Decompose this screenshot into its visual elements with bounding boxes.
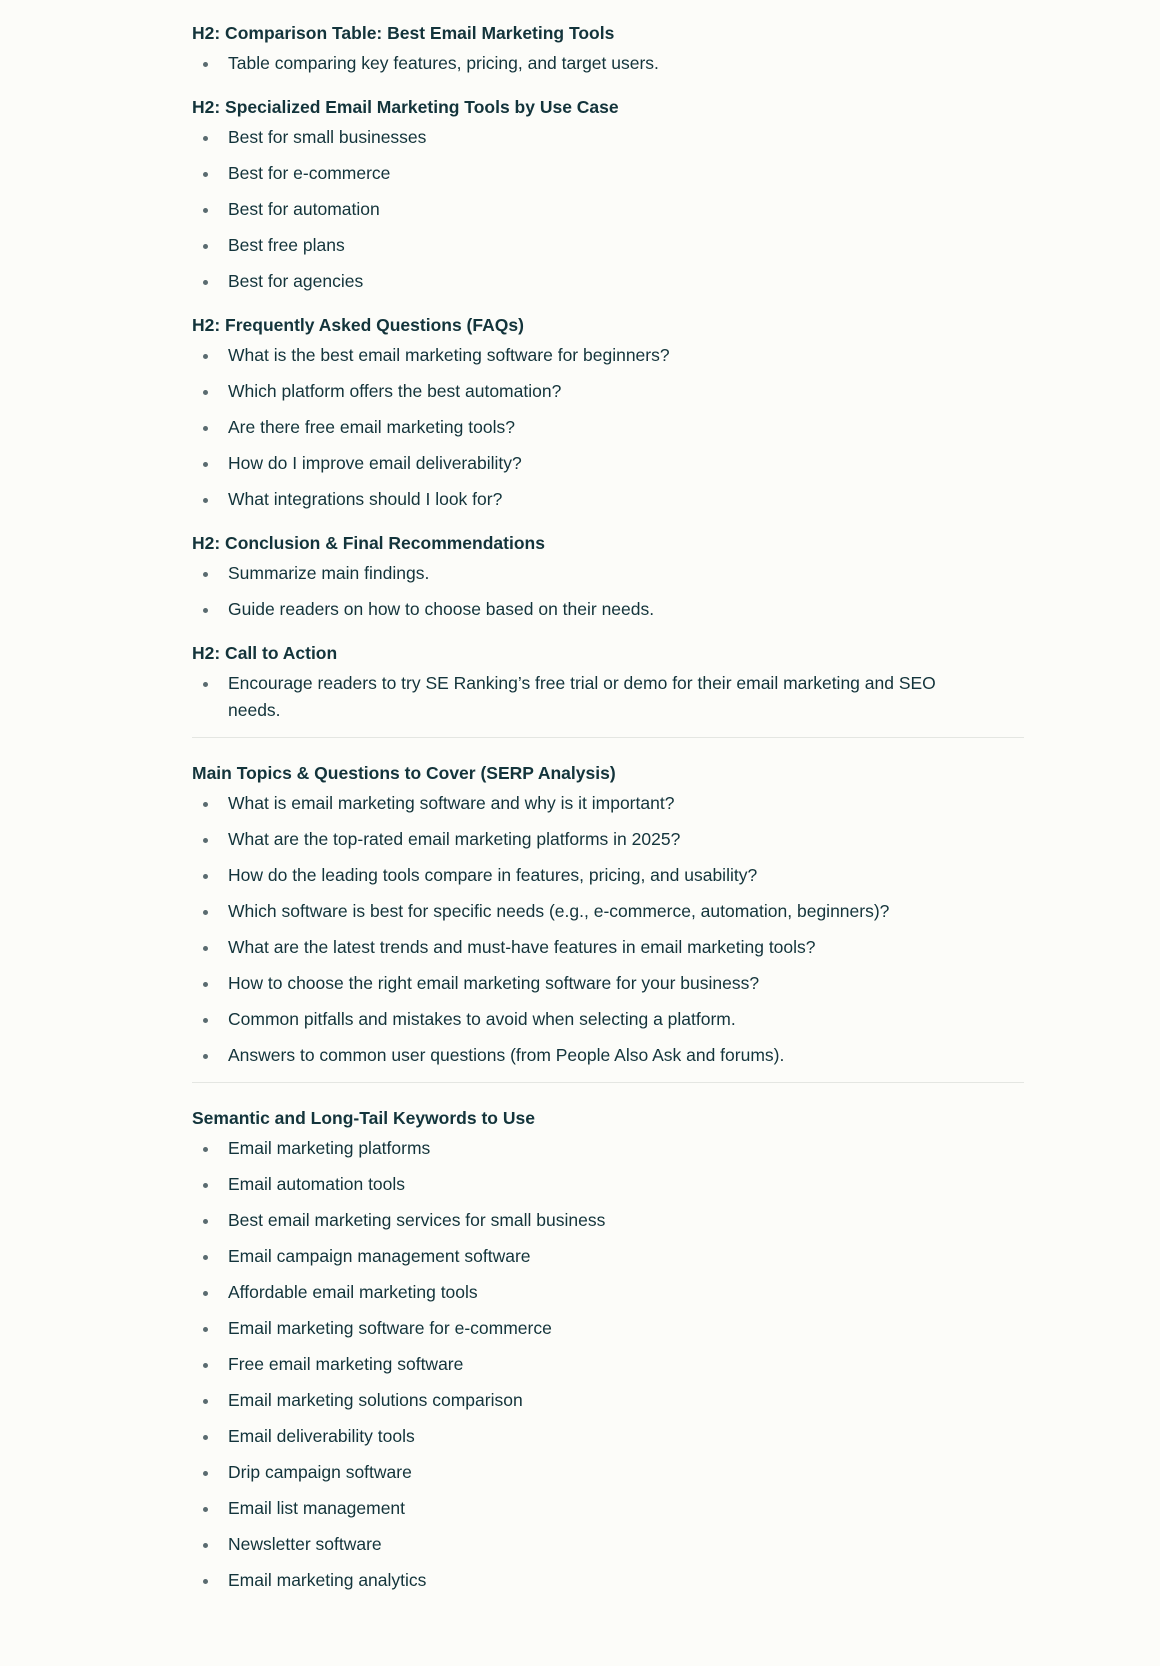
list-item: What are the latest trends and must-have features in email marketing tools?	[192, 934, 1024, 961]
section-heading-specialized-tools: H2: Specialized Email Marketing Tools by Use Case	[192, 97, 619, 117]
list-item: Email marketing software for e-commerce	[192, 1315, 1024, 1342]
bullet-icon	[203, 608, 208, 613]
bullet-icon	[203, 1471, 208, 1476]
bullet-icon	[203, 1363, 208, 1368]
bullet-icon	[203, 982, 208, 987]
bullet-list-specialized-tools	[192, 124, 1024, 295]
list-item: Are there free email marketing tools?	[192, 414, 1024, 441]
list-item: Guide readers on how to choose based on their needs.	[192, 596, 1024, 623]
bullet-icon	[203, 1507, 208, 1512]
list-item: Email marketing platforms	[192, 1135, 1024, 1162]
list-item: Best email marketing services for small business	[192, 1207, 1024, 1234]
bullet-icon	[203, 208, 208, 213]
bullet-icon	[203, 802, 208, 807]
list-item: Email marketing solutions comparison	[192, 1387, 1024, 1414]
list-item: Best for e-commerce	[192, 160, 1024, 187]
list-item: Free email marketing software	[192, 1351, 1024, 1378]
bullet-icon	[203, 910, 208, 915]
bullet-list-faqs	[192, 342, 1024, 513]
list-item: How do I improve email deliverability?	[192, 450, 1024, 477]
list-item: Affordable email marketing tools	[192, 1279, 1024, 1306]
list-item: Drip campaign software	[192, 1459, 1024, 1486]
bullet-list-call-to-action	[192, 670, 1024, 724]
list-item: What are the top-rated email marketing platforms in 2025?	[192, 826, 1024, 853]
section-heading-call-to-action: H2: Call to Action	[192, 643, 338, 663]
bullet-icon	[203, 426, 208, 431]
list-item: Table comparing key features, pricing, and target users.	[192, 50, 1024, 77]
list-item: Common pitfalls and mistakes to avoid when selecting a platform.	[192, 1006, 1024, 1033]
bullet-icon	[203, 682, 208, 687]
list-item: Best for automation	[192, 196, 1024, 223]
list-item: Summarize main findings.	[192, 560, 1024, 587]
list-item: Email campaign management software	[192, 1243, 1024, 1270]
bullet-icon	[203, 1183, 208, 1188]
bullet-icon	[203, 390, 208, 395]
section-heading-main-topics: Main Topics & Questions to Cover (SERP Analysis)	[192, 763, 616, 783]
bullet-icon	[203, 462, 208, 467]
list-item: Newsletter software	[192, 1531, 1024, 1558]
bullet-icon	[203, 1543, 208, 1548]
bullet-icon	[203, 1018, 208, 1023]
list-item: Best for agencies	[192, 268, 1024, 295]
bullet-list-main-topics	[192, 790, 1024, 1069]
bullet-icon	[203, 62, 208, 67]
bullet-icon	[203, 1435, 208, 1440]
bullet-icon	[203, 354, 208, 359]
list-item: Best for small businesses	[192, 124, 1024, 151]
list-item: Email list management	[192, 1495, 1024, 1522]
list-item: Email deliverability tools	[192, 1423, 1024, 1450]
list-item: How do the leading tools compare in features, pricing, and usability?	[192, 862, 1024, 889]
bullet-icon	[203, 136, 208, 141]
list-item: What integrations should I look for?	[192, 486, 1024, 513]
bullet-icon	[203, 244, 208, 249]
list-item: What is email marketing software and why is it important?	[192, 790, 1024, 817]
section-heading-faqs: H2: Frequently Asked Questions (FAQs)	[192, 315, 524, 335]
list-item: Email automation tools	[192, 1171, 1024, 1198]
bullet-list-conclusion	[192, 560, 1024, 623]
bullet-icon	[203, 498, 208, 503]
list-item: Which platform offers the best automation?	[192, 378, 1024, 405]
bullet-icon	[203, 1147, 208, 1152]
section-divider	[192, 1082, 1024, 1083]
list-item: Which software is best for specific needs (e.g., e-commerce, automation, beginners)?	[192, 898, 1024, 925]
bullet-icon	[203, 1054, 208, 1059]
list-item: Encourage readers to try SE Ranking’s free trial or demo for their email marketing and SEO needs.	[192, 670, 1024, 724]
bullet-icon	[203, 1291, 208, 1296]
bullet-icon	[203, 1399, 208, 1404]
section-divider	[192, 737, 1024, 738]
bullet-icon	[203, 1255, 208, 1260]
list-item: How to choose the right email marketing software for your business?	[192, 970, 1024, 997]
list-item: Best free plans	[192, 232, 1024, 259]
bullet-icon	[203, 280, 208, 285]
section-heading-conclusion: H2: Conclusion & Final Recommendations	[192, 533, 545, 553]
bullet-icon	[203, 1219, 208, 1224]
list-item: What is the best email marketing software for beginners?	[192, 342, 1024, 369]
bullet-icon	[203, 946, 208, 951]
bullet-list-comparison-table	[192, 50, 1024, 77]
bullet-icon	[203, 874, 208, 879]
section-heading-keywords: Semantic and Long-Tail Keywords to Use	[192, 1108, 535, 1128]
bullet-icon	[203, 172, 208, 177]
bullet-icon	[203, 1579, 208, 1584]
bullet-icon	[203, 838, 208, 843]
bullet-icon	[203, 1327, 208, 1332]
section-heading-comparison-table: H2: Comparison Table: Best Email Marketing Tools	[192, 23, 615, 43]
document-content	[192, 16, 1024, 1607]
list-item: Email marketing analytics	[192, 1567, 1024, 1594]
bullet-icon	[203, 572, 208, 577]
list-item: Answers to common user questions (from People Also Ask and forums).	[192, 1042, 1024, 1069]
bullet-list-keywords	[192, 1135, 1024, 1594]
